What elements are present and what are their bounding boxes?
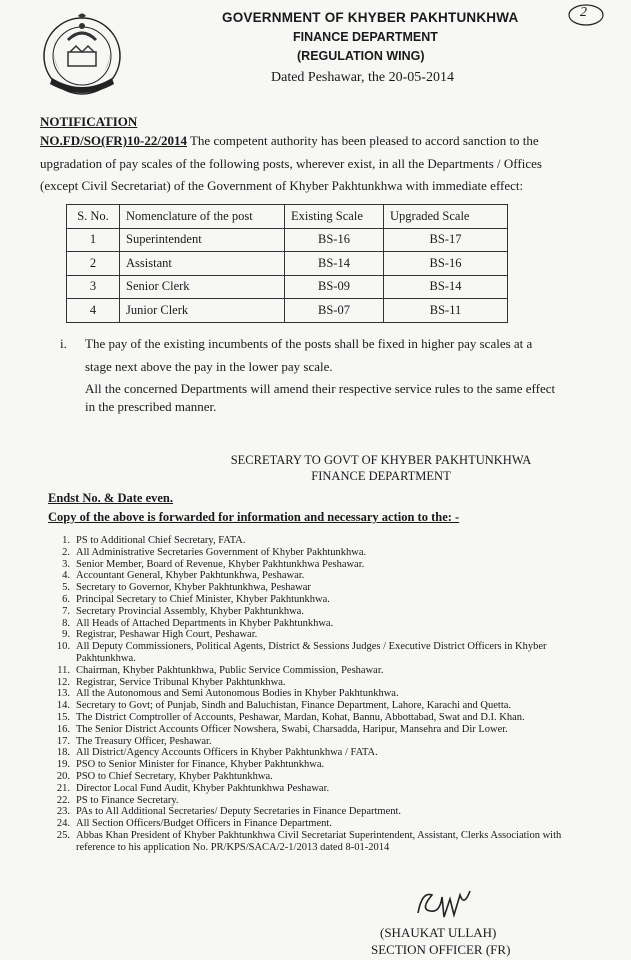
list-item-number: 14. [56,700,70,712]
list-item [48,559,584,571]
notification-body: NO.FD/SO(FR)10-22/2014 The competent authority has been pleased to accord sanction to the upgradation of pay scales of the following posts, wherever exist, in all the Departments / Offices (except Civil Secretariat) of the Government of Khyber Pakhtunkhwa with immediate effect: [40,133,542,193]
list-item-text: The Senior District Accounts Officer Nowshera, Swabi, Charsadda, Haripur, Mansehra and Dir Lower. [76,723,508,735]
list-item-number: 25. [56,829,70,841]
list-item-number: 18. [56,747,70,759]
list-item [48,736,584,748]
list-item-text: Principal Secretary to Chief Minister, Khyber Pakhtunkhwa. [76,593,330,605]
recipients-list [48,535,584,854]
list-item [48,818,584,830]
clause-ii: All the concerned Departments will amend their respective service rules to the same effect in the prescribed manner. [85,381,556,414]
header-government: GOVERNMENT OF KHYBER PAKHTUNKHWA [222,10,519,25]
copy-forwarded-heading: Copy of the above is forwarded for information and necessary action to the: - [48,510,460,524]
pay-scale-table [66,204,508,323]
list-item [48,582,584,594]
list-item-text: PS to Additional Chief Secretary, FATA. [76,535,246,546]
list-item-number: 11. [57,664,70,676]
list-item-number: 12. [56,676,70,688]
list-item-text: Secretary to Govt; of Punjab, Sindh and Baluchistan, Finance Department, Lahore, Karachi and Quetta. [76,700,512,712]
list-item-text: PS to Finance Secretary. [76,794,179,806]
col-header-existing: Existing Scale [285,205,384,229]
list-item-text: Registrar, Peshawar High Court, Peshawar. [76,629,258,641]
list-item [48,747,584,759]
list-item [48,594,584,606]
list-item [48,771,584,783]
list-item-text: Senior Member, Board of Revenue, Khyber Pakhtunkhwa Peshawar. [76,558,365,570]
col-header-upgraded: Upgraded Scale [384,205,508,229]
header-department: FINANCE DEPARTMENT [293,30,438,44]
list-item [48,712,584,724]
list-item-text: The Treasury Officer, Peshawar. [76,735,212,747]
list-item-number: 3. [62,558,70,570]
list-item [48,700,584,712]
list-item-number: 8. [62,617,70,629]
list-item-text: Abbas Khan President of Khyber Pakhtunkhwa Civil Secretariat Superintendent, Assistant, Clerks Association with reference to his application No. PR/KPS/SACA/2-1/2013 dated 8-01-2014 [76,829,562,853]
list-item-text: PAs to All Additional Secretaries/ Deputy Secretaries in Finance Department. [76,806,402,818]
table-row: 4 Junior Clerk BS-07 BS-11 [67,299,508,323]
table-row: 2 Assistant BS-14 BS-16 [67,252,508,276]
table-row: 3 Senior Clerk BS-09 BS-14 [67,275,508,299]
list-item-text: All the Autonomous and Semi Autonomous Bodies in Khyber Pakhtunkhwa. [76,688,399,700]
list-item-number: 1. [62,535,70,546]
col-header-post: Nomenclature of the post [120,205,285,229]
list-item-text: Accountant General, Khyber Pakhtunkhwa, Peshawar. [76,570,305,582]
list-item [48,759,584,771]
list-item [48,641,584,665]
list-item [48,688,584,700]
list-item-number: 24. [56,818,70,830]
page-number-text: 2 [580,5,587,20]
list-item-number: 19. [56,759,70,771]
header-wing: (REGULATION WING) [297,49,425,63]
signature [410,885,480,925]
government-emblem [38,8,126,104]
list-item [48,618,584,630]
list-item [48,795,584,807]
list-item-number: 17. [56,735,70,747]
list-item-number: 15. [56,711,70,723]
list-item-text: All Heads of Attached Departments in Khyber Pakhtunkhwa. [76,617,334,629]
list-item-text: PSO to Senior Minister for Finance, Khyber Pakhtunkhwa. [76,759,325,771]
list-item-number: 7. [62,605,70,617]
notification-heading: NOTIFICATION [40,114,138,129]
list-item [48,806,584,818]
list-item-text: PSO to Chief Secretary, Khyber Pakhtunkhwa. [76,770,273,782]
list-item [48,665,584,677]
list-item [48,830,584,854]
list-item [48,606,584,618]
col-header-sno: S. No. [67,205,120,229]
list-item-number: 21. [56,782,70,794]
list-item [48,570,584,582]
list-item-number: 4. [62,570,70,582]
endst-heading: Endst No. & Date even. [48,491,173,505]
list-item [48,547,584,559]
list-item [48,629,584,641]
clause-i-marker: i. [60,336,67,351]
list-item-text: All District/Agency Accounts Officers in Khyber Pakhtunkhwa / FATA. [76,747,378,759]
list-item [48,535,584,547]
list-item-text: Secretary Provincial Assembly, Khyber Pakhtunkhwa. [76,605,304,617]
list-item-text: The District Comptroller of Accounts, Peshawar, Mardan, Kohat, Bannu, Abbottabad, Swat and D.I. Khan. [76,711,525,723]
list-item-text: All Deputy Commissioners, Political Agents, District & Sessions Judges / Executive District Officers in Khyber Pakhtunkhwa. [76,641,547,664]
secretary-block: SECRETARY TO GOVT OF KHYBER PAKHTUNKHWA FINANCE DEPARTMENT [230,453,532,483]
list-item [48,783,584,795]
list-item-number: 2. [62,546,70,558]
signatory-name: (SHAUKAT ULLAH) [380,925,497,940]
list-item-text: All Section Officers/Budget Officers in Finance Department. [76,818,332,830]
table-row: 1 Superintendent BS-16 BS-17 [67,228,508,252]
list-item-text: Director Local Fund Audit, Khyber Pakhtunkhwa Peshawar. [76,782,330,794]
clause-i: The pay of the existing incumbents of the posts shall be fixed in higher pay scales at a stage next above the pay in the lower pay scale. [85,336,533,374]
list-item [48,677,584,689]
dated-line: Dated Peshawar, the 20-05-2014 [271,70,454,85]
list-item-text: Chairman, Khyber Pakhtunkhwa, Public Service Commission, Peshawar. [76,664,384,676]
list-item-number: 10. [56,641,70,653]
list-item-text: All Administrative Secretaries Government of Khyber Pakhtunkhwa. [76,546,367,558]
table-header-row [67,205,508,229]
list-item-text: Secretary to Governor, Khyber Pakhtunkhwa, Peshawar [76,582,311,594]
list-item-number: 16. [56,723,70,735]
list-item-number: 6. [62,593,70,605]
list-item [48,724,584,736]
list-item-number: 13. [56,688,70,700]
list-item-number: 23. [56,806,70,818]
list-item-number: 20. [56,770,70,782]
list-item-number: 9. [62,629,70,641]
list-item-number: 5. [62,582,70,594]
signatory-title: SECTION OFFICER (FR) [371,942,511,957]
list-item-text: Registrar, Service Tribunal Khyber Pakhtunkhwa. [76,676,286,688]
list-item-number: 22. [56,794,70,806]
reference-number: NO.FD/SO(FR)10-22/2014 [40,133,187,148]
page-number-mark [566,2,606,28]
